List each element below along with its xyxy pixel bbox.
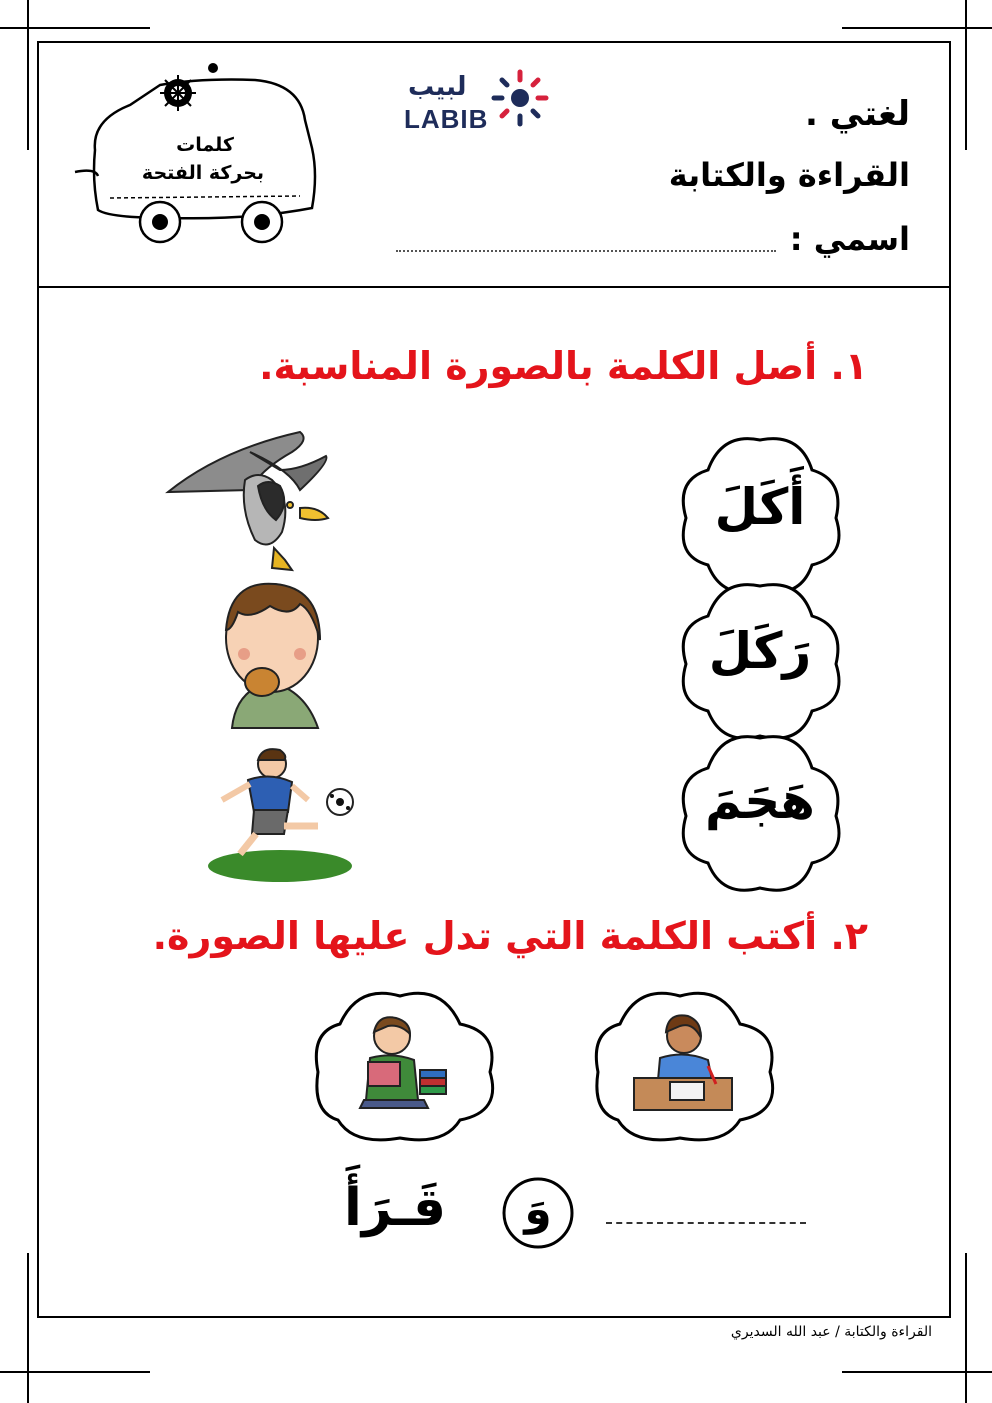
footer-credit: القراءة والكتابة / عبد الله السديري bbox=[730, 1324, 932, 1340]
word-2[interactable]: رَكَلَ bbox=[708, 622, 812, 680]
given-word: قَـرَأَ bbox=[344, 1178, 446, 1238]
logo-latin-text: LABIB bbox=[404, 104, 489, 134]
question-1-title: ١. أصل الكلمة بالصورة المناسبة. bbox=[259, 344, 868, 388]
subject-title: لغتي . bbox=[805, 94, 910, 134]
word-3[interactable]: هَجَمَ bbox=[705, 772, 815, 830]
logo-arabic-text: لبيب bbox=[408, 72, 467, 102]
lesson-title: القراءة والكتابة bbox=[668, 156, 910, 194]
word-1[interactable]: أَكَلَ bbox=[714, 478, 806, 536]
question-2-title: ٢. أكتب الكلمة التي تدل عليها الصورة. bbox=[152, 914, 868, 958]
badge-line-1: كلمات bbox=[176, 134, 234, 156]
name-label: اسمي : bbox=[789, 220, 910, 258]
badge-line-2: بحركة الفتحة bbox=[141, 162, 265, 184]
connector-letter: وَ bbox=[524, 1184, 552, 1235]
